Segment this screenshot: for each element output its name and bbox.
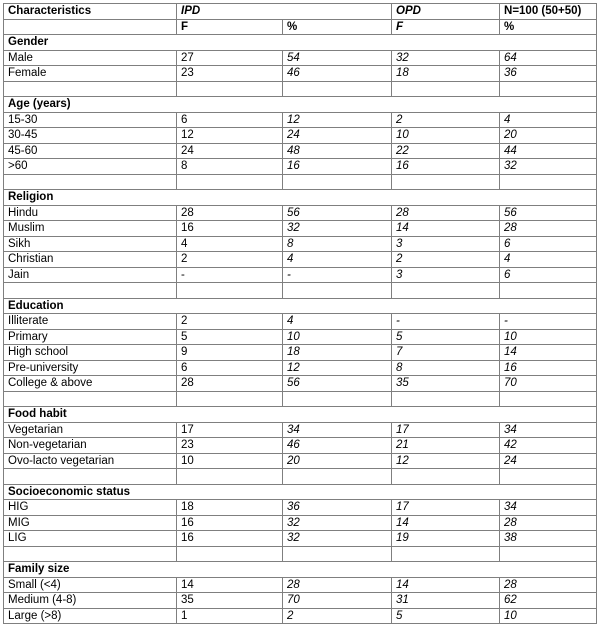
spacer-cell xyxy=(4,81,177,97)
opd-frequency: 19 xyxy=(392,531,500,547)
ipd-percent: 34 xyxy=(283,422,392,438)
row-label: High school xyxy=(4,345,177,361)
ipd-frequency: 16 xyxy=(177,221,283,237)
opd-percent: 38 xyxy=(500,531,597,547)
spacer-cell xyxy=(177,174,283,190)
opd-percent: 70 xyxy=(500,376,597,392)
spacer-cell xyxy=(283,546,392,562)
ipd-frequency: 8 xyxy=(177,159,283,175)
spacer-cell xyxy=(283,391,392,407)
ipd-frequency: 24 xyxy=(177,143,283,159)
ipd-frequency: 18 xyxy=(177,500,283,516)
opd-frequency: 32 xyxy=(392,50,500,66)
row-label: LIG xyxy=(4,531,177,547)
opd-frequency: 31 xyxy=(392,593,500,609)
opd-percent: 64 xyxy=(500,50,597,66)
spacer-cell xyxy=(500,391,597,407)
spacer-cell xyxy=(283,469,392,485)
section-title-row xyxy=(4,97,597,113)
spacer-cell xyxy=(500,283,597,299)
table-row xyxy=(4,252,597,268)
row-label: Large (>8) xyxy=(4,608,177,624)
opd-frequency: 14 xyxy=(392,515,500,531)
table-row xyxy=(4,329,597,345)
section-title: Food habit xyxy=(4,407,597,423)
table-row xyxy=(4,376,597,392)
opd-percent: 36 xyxy=(500,66,597,82)
ipd-frequency: 28 xyxy=(177,205,283,221)
opd-percent: 28 xyxy=(500,515,597,531)
ipd-percent: 56 xyxy=(283,376,392,392)
subheader-ipd-pct: % xyxy=(283,19,392,35)
ipd-frequency: 2 xyxy=(177,252,283,268)
ipd-percent: 20 xyxy=(283,453,392,469)
table-row xyxy=(4,453,597,469)
spacer-cell xyxy=(500,81,597,97)
opd-percent: 62 xyxy=(500,593,597,609)
table-row xyxy=(4,360,597,376)
ipd-percent: 12 xyxy=(283,360,392,376)
opd-frequency: 2 xyxy=(392,112,500,128)
table-row xyxy=(4,128,597,144)
section-title-row xyxy=(4,562,597,578)
opd-frequency: 17 xyxy=(392,500,500,516)
row-label: Christian xyxy=(4,252,177,268)
spacer-cell xyxy=(283,174,392,190)
row-label: Medium (4-8) xyxy=(4,593,177,609)
spacer-cell xyxy=(4,391,177,407)
row-label: Jain xyxy=(4,267,177,283)
section-title: Religion xyxy=(4,190,597,206)
section-title: Age (years) xyxy=(4,97,597,113)
ipd-percent: 48 xyxy=(283,143,392,159)
table-row xyxy=(4,66,597,82)
header-ipd: IPD xyxy=(177,4,392,20)
table-row xyxy=(4,515,597,531)
opd-frequency: - xyxy=(392,314,500,330)
ipd-frequency: 14 xyxy=(177,577,283,593)
table-row xyxy=(4,345,597,361)
row-label: Muslim xyxy=(4,221,177,237)
opd-percent: 6 xyxy=(500,236,597,252)
opd-frequency: 14 xyxy=(392,221,500,237)
row-label: Primary xyxy=(4,329,177,345)
spacer-row xyxy=(4,174,597,190)
opd-percent: 28 xyxy=(500,221,597,237)
spacer-cell xyxy=(4,174,177,190)
ipd-frequency: 28 xyxy=(177,376,283,392)
ipd-frequency: - xyxy=(177,267,283,283)
opd-percent: 10 xyxy=(500,329,597,345)
opd-percent: 28 xyxy=(500,577,597,593)
ipd-percent: 32 xyxy=(283,531,392,547)
table-container xyxy=(3,3,597,624)
ipd-frequency: 23 xyxy=(177,438,283,454)
ipd-percent: 32 xyxy=(283,515,392,531)
table-row xyxy=(4,221,597,237)
row-label: MIG xyxy=(4,515,177,531)
characteristics-table xyxy=(3,3,597,624)
subheader-ipd-f: F xyxy=(177,19,283,35)
row-label: >60 xyxy=(4,159,177,175)
ipd-percent: 18 xyxy=(283,345,392,361)
ipd-frequency: 10 xyxy=(177,453,283,469)
section-title-row xyxy=(4,190,597,206)
opd-percent: 4 xyxy=(500,112,597,128)
opd-percent: 44 xyxy=(500,143,597,159)
opd-frequency: 14 xyxy=(392,577,500,593)
spacer-cell xyxy=(4,546,177,562)
ipd-percent: 56 xyxy=(283,205,392,221)
ipd-frequency: 9 xyxy=(177,345,283,361)
section-title: Gender xyxy=(4,35,597,51)
header-opd: OPD xyxy=(392,4,500,20)
spacer-cell xyxy=(500,469,597,485)
opd-percent: - xyxy=(500,314,597,330)
table-row xyxy=(4,577,597,593)
ipd-frequency: 6 xyxy=(177,360,283,376)
row-label: Male xyxy=(4,50,177,66)
opd-percent: 34 xyxy=(500,500,597,516)
table-row xyxy=(4,236,597,252)
ipd-percent: 4 xyxy=(283,314,392,330)
section-title-row xyxy=(4,298,597,314)
opd-percent: 42 xyxy=(500,438,597,454)
spacer-cell xyxy=(177,546,283,562)
ipd-percent: 12 xyxy=(283,112,392,128)
opd-percent: 10 xyxy=(500,608,597,624)
table-row xyxy=(4,531,597,547)
spacer-cell xyxy=(4,283,177,299)
ipd-percent: 10 xyxy=(283,329,392,345)
row-label: College & above xyxy=(4,376,177,392)
spacer-cell xyxy=(177,283,283,299)
opd-frequency: 3 xyxy=(392,236,500,252)
ipd-frequency: 16 xyxy=(177,531,283,547)
row-label: Hindu xyxy=(4,205,177,221)
row-label: HIG xyxy=(4,500,177,516)
spacer-row xyxy=(4,283,597,299)
table-row xyxy=(4,438,597,454)
row-label: 15-30 xyxy=(4,112,177,128)
row-label: Vegetarian xyxy=(4,422,177,438)
spacer-cell xyxy=(4,469,177,485)
table-row xyxy=(4,500,597,516)
row-label: 30-45 xyxy=(4,128,177,144)
ipd-percent: 24 xyxy=(283,128,392,144)
opd-percent: 20 xyxy=(500,128,597,144)
ipd-frequency: 16 xyxy=(177,515,283,531)
opd-frequency: 3 xyxy=(392,267,500,283)
opd-percent: 24 xyxy=(500,453,597,469)
ipd-percent: 36 xyxy=(283,500,392,516)
ipd-frequency: 12 xyxy=(177,128,283,144)
opd-frequency: 16 xyxy=(392,159,500,175)
section-title-row xyxy=(4,35,597,51)
spacer-cell xyxy=(392,174,500,190)
spacer-cell xyxy=(283,81,392,97)
spacer-cell xyxy=(177,81,283,97)
ipd-frequency: 6 xyxy=(177,112,283,128)
ipd-percent: 46 xyxy=(283,66,392,82)
ipd-frequency: 27 xyxy=(177,50,283,66)
opd-frequency: 2 xyxy=(392,252,500,268)
opd-frequency: 5 xyxy=(392,329,500,345)
opd-frequency: 10 xyxy=(392,128,500,144)
section-title-row xyxy=(4,407,597,423)
header-row xyxy=(4,4,597,20)
spacer-cell xyxy=(177,391,283,407)
section-title: Socioeconomic status xyxy=(4,484,597,500)
opd-frequency: 28 xyxy=(392,205,500,221)
spacer-cell xyxy=(392,546,500,562)
ipd-percent: 46 xyxy=(283,438,392,454)
row-label: Small (<4) xyxy=(4,577,177,593)
spacer-cell xyxy=(392,469,500,485)
row-label: 45-60 xyxy=(4,143,177,159)
opd-frequency: 5 xyxy=(392,608,500,624)
opd-percent: 6 xyxy=(500,267,597,283)
opd-frequency: 21 xyxy=(392,438,500,454)
subheader-opd-pct: % xyxy=(500,19,597,35)
opd-frequency: 8 xyxy=(392,360,500,376)
subheader-empty xyxy=(4,19,177,35)
ipd-frequency: 23 xyxy=(177,66,283,82)
opd-frequency: 22 xyxy=(392,143,500,159)
ipd-percent: 2 xyxy=(283,608,392,624)
table-row xyxy=(4,159,597,175)
table-row xyxy=(4,112,597,128)
opd-frequency: 12 xyxy=(392,453,500,469)
ipd-frequency: 2 xyxy=(177,314,283,330)
spacer-row xyxy=(4,391,597,407)
ipd-frequency: 1 xyxy=(177,608,283,624)
table-row xyxy=(4,608,597,624)
table-row xyxy=(4,314,597,330)
table-row xyxy=(4,593,597,609)
spacer-cell xyxy=(392,81,500,97)
spacer-cell xyxy=(177,469,283,485)
table-row xyxy=(4,205,597,221)
spacer-cell xyxy=(500,174,597,190)
opd-percent: 56 xyxy=(500,205,597,221)
header-characteristics: Characteristics xyxy=(4,4,177,20)
ipd-percent: - xyxy=(283,267,392,283)
opd-percent: 34 xyxy=(500,422,597,438)
table-row xyxy=(4,143,597,159)
spacer-cell xyxy=(283,283,392,299)
ipd-frequency: 35 xyxy=(177,593,283,609)
spacer-row xyxy=(4,81,597,97)
ipd-frequency: 4 xyxy=(177,236,283,252)
row-label: Ovo-lacto vegetarian xyxy=(4,453,177,469)
ipd-percent: 4 xyxy=(283,252,392,268)
table-row xyxy=(4,50,597,66)
opd-frequency: 17 xyxy=(392,422,500,438)
row-label: Pre-university xyxy=(4,360,177,376)
ipd-percent: 8 xyxy=(283,236,392,252)
subheader-row xyxy=(4,19,597,35)
opd-percent: 14 xyxy=(500,345,597,361)
ipd-percent: 70 xyxy=(283,593,392,609)
row-label: Non-vegetarian xyxy=(4,438,177,454)
row-label: Illiterate xyxy=(4,314,177,330)
spacer-cell xyxy=(392,283,500,299)
spacer-row xyxy=(4,469,597,485)
header-n-note: N=100 (50+50) xyxy=(500,4,597,20)
opd-percent: 16 xyxy=(500,360,597,376)
row-label: Sikh xyxy=(4,236,177,252)
ipd-percent: 16 xyxy=(283,159,392,175)
ipd-percent: 54 xyxy=(283,50,392,66)
subheader-opd-f: F xyxy=(392,19,500,35)
table-row xyxy=(4,267,597,283)
section-title-row xyxy=(4,484,597,500)
section-title: Education xyxy=(4,298,597,314)
ipd-percent: 28 xyxy=(283,577,392,593)
opd-percent: 32 xyxy=(500,159,597,175)
spacer-cell xyxy=(500,546,597,562)
spacer-row xyxy=(4,546,597,562)
ipd-frequency: 5 xyxy=(177,329,283,345)
opd-frequency: 18 xyxy=(392,66,500,82)
table-row xyxy=(4,422,597,438)
opd-frequency: 35 xyxy=(392,376,500,392)
ipd-percent: 32 xyxy=(283,221,392,237)
row-label: Female xyxy=(4,66,177,82)
ipd-frequency: 17 xyxy=(177,422,283,438)
section-title: Family size xyxy=(4,562,597,578)
opd-frequency: 7 xyxy=(392,345,500,361)
spacer-cell xyxy=(392,391,500,407)
opd-percent: 4 xyxy=(500,252,597,268)
